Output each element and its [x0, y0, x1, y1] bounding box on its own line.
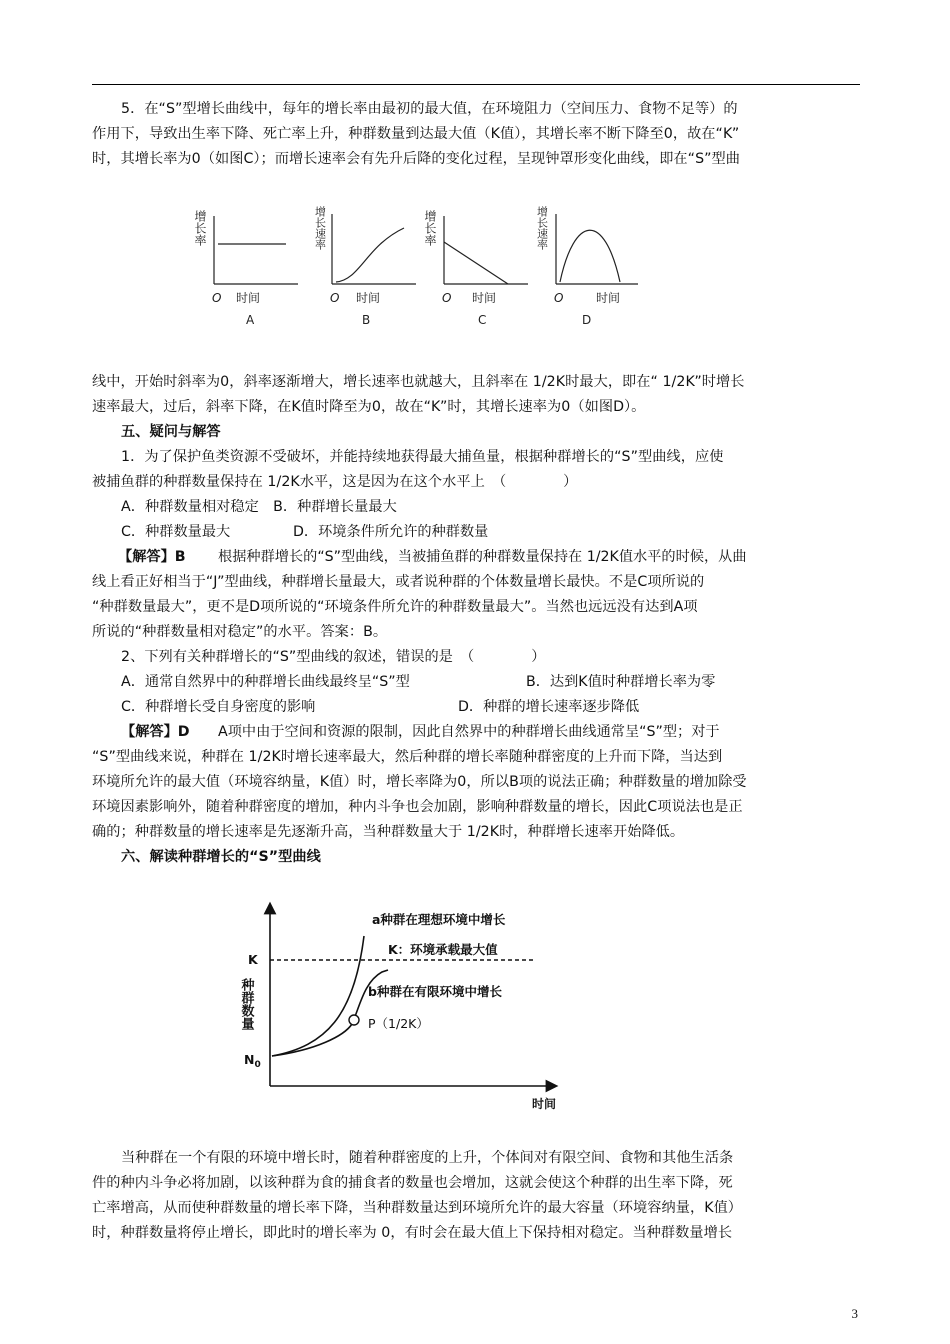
- y-label-k: K: [248, 952, 258, 967]
- para5-line-1: 5．在“S”型增长曲线中，每年的增长率由最初的最大值，在环境阻力（空间压力、食物不足等）的: [121, 101, 738, 117]
- q1-answer-line-4: 所说的“种群数量相对稳定”的水平。答案：B。: [92, 624, 388, 640]
- chart-d-curve: [560, 230, 620, 282]
- header-rule: [92, 84, 860, 85]
- q1-option-c: C．种群数量最大: [121, 524, 231, 540]
- label-p: P（1/2K）: [368, 1016, 429, 1031]
- y-axis-label: 种群数量: [238, 978, 254, 1030]
- chart-d: [536, 206, 639, 327]
- chart-d-caption: D: [582, 313, 592, 327]
- point-p: [349, 1015, 359, 1025]
- q2-option-a: A．通常自然界中的种群增长曲线最终呈“S”型: [121, 674, 410, 690]
- chart-b: [314, 206, 417, 327]
- final-para-line-2: 件的种内斗争必将加剧，以该种群为食的捕食者的数量也会增加，这就会使这个种群的出生率下降，死: [92, 1175, 733, 1191]
- para5-cont-line-1: 线中，开始时斜率为0，斜率逐渐增大，增长速率也就越大，且斜率在 1/2K时最大，即在“ 1/2K”时增长: [92, 374, 745, 390]
- chart-b-caption: B: [362, 313, 371, 327]
- para5-cont-line-2: 速率最大，过后，斜率下降，在K值时降至为0，故在“K”时，其增长速率为0（如图D）。: [92, 399, 646, 415]
- chart-a-caption: A: [246, 313, 255, 327]
- q2-answer-line-2: “S”型曲线来说，种群在 1/2K时增长速率最大，然后种群的增长率随种群密度的上升而下降，当达到: [92, 749, 723, 765]
- q2-option-d: D．种群的增长速率逐步降低: [458, 699, 640, 715]
- chart-c: [423, 210, 528, 327]
- label-k: K：环境承载最大值: [388, 942, 498, 957]
- final-para-line-1: 当种群在一个有限的环境中增长时，随着种群密度的上升，个体间对有限空间、食物和其他生活条: [121, 1150, 734, 1166]
- para5-line-3: 时，其增长率为0（如图C）；而增长速率会有先升后降的变化过程，呈现钟罩形变化曲线，即在“S”型曲: [92, 151, 741, 167]
- chart-a-ylabel: 增长率: [193, 210, 207, 246]
- q1-answer-line-2: 线上看正好相当于“J”型曲线，种群增长量最大，或者说种群的个体数量增长最快。不是C项所说的: [92, 574, 705, 590]
- q1-answer-line-3: “种群数量最大”，更不是D项所说的“环境条件所允许的种群数量最大”。当然也远远没有达到A项: [92, 599, 698, 615]
- q1-option-ab: A．种群数量相对稳定 B．种群增长量最大: [121, 499, 397, 515]
- chart-b-curve: [336, 228, 404, 282]
- y-label-n0: $N_0$: [244, 1052, 261, 1070]
- small-charts-figure: [190, 196, 660, 336]
- chart-c-origin: O: [442, 291, 452, 305]
- q2-answer-line-3: 环境所允许的最大值（环境容纳量，K值）时，增长率降为0，所以B项的说法正确；种群数量的增加除受: [92, 774, 747, 790]
- chart-d-origin: O: [554, 291, 564, 305]
- q2-option-c: C．种群增长受自身密度的影响: [121, 699, 316, 715]
- q1-line-2: 被捕鱼群的种群数量保持在 1/2K水平，这是因为在这个水平上 （ ）: [92, 474, 578, 490]
- chart-a-xlabel: 时间: [236, 291, 261, 305]
- q1-line-1: 1．为了保护鱼类资源不受破坏，并能持续地获得最大捕鱼量，根据种群增长的“S”型曲线，应使: [121, 449, 724, 465]
- chart-c-xlabel: 时间: [472, 291, 497, 305]
- q2-answer-line-1: A项中由于空间和资源的限制，因此自然界中的种群增长曲线通常呈“S”型；对于: [218, 724, 720, 740]
- q1-option-d: D．环境条件所允许的种群数量: [293, 524, 489, 540]
- chart-a: [193, 210, 298, 327]
- q2-answer-line-4: 环境因素影响外，随着种群密度的增加，种内斗争也会加剧，影响种群数量的增长，因此C项说法也是正: [92, 799, 743, 815]
- curve-a: [272, 936, 364, 1056]
- q2-answer-line-5: 确的；种群数量的增长速率是先逐渐升高，当种群数量大于 1/2K时，种群增长速率开始降低。: [92, 824, 685, 840]
- chart-c-ylabel: 增长率: [423, 210, 437, 246]
- chart-c-caption: C: [478, 313, 487, 327]
- final-para-line-3: 亡率增高，从而使种群数量的增长率下降，当种群数量达到环境所允许的最大容量（环境容纳量，K值）: [92, 1200, 743, 1216]
- chart-b-xlabel: 时间: [356, 291, 381, 305]
- q2-answer-tag: 【解答】D: [121, 724, 190, 740]
- s-curve-figure: [236, 896, 596, 1116]
- section5-heading: 五、疑问与解答: [121, 424, 221, 440]
- q2-option-b: B．达到K值时种群增长率为零: [526, 674, 716, 690]
- chart-b-ylabel: 增长速率: [313, 206, 327, 250]
- curve-b: [272, 970, 388, 1056]
- q2-line: 2、下列有关种群增长的“S”型曲线的叙述，错误的是 （ ）: [121, 649, 546, 665]
- section6-heading: 六、解读种群增长的“S”型曲线: [121, 849, 321, 865]
- final-para-line-4: 时，种群数量将停止增长，即此时的增长率为 0，有时会在最大值上下保持相对稳定。当种群数量增长: [92, 1225, 733, 1241]
- x-axis-label: 时间: [532, 1097, 557, 1111]
- label-curve-a: a种群在理想环境中增长: [372, 912, 506, 927]
- label-curve-b: b种群在有限环境中增长: [368, 984, 502, 999]
- q1-answer-tag: 【解答】B: [118, 549, 186, 565]
- page-number: 3: [851, 1306, 858, 1321]
- chart-c-curve: [444, 242, 508, 284]
- para5-line-2: 作用下，导致出生率下降、死亡率上升，种群数量到达最大值（K值），其增长率不断下降至0，故在“K”: [92, 126, 740, 142]
- chart-a-origin: O: [212, 291, 222, 305]
- q1-answer-line-1: 根据种群增长的“S”型曲线，当被捕鱼群的种群数量保持在 1/2K值水平的时候，从曲: [218, 549, 747, 565]
- chart-b-origin: O: [330, 291, 340, 305]
- chart-d-ylabel: 增长速率: [535, 206, 549, 250]
- chart-d-xlabel: 时间: [596, 291, 621, 305]
